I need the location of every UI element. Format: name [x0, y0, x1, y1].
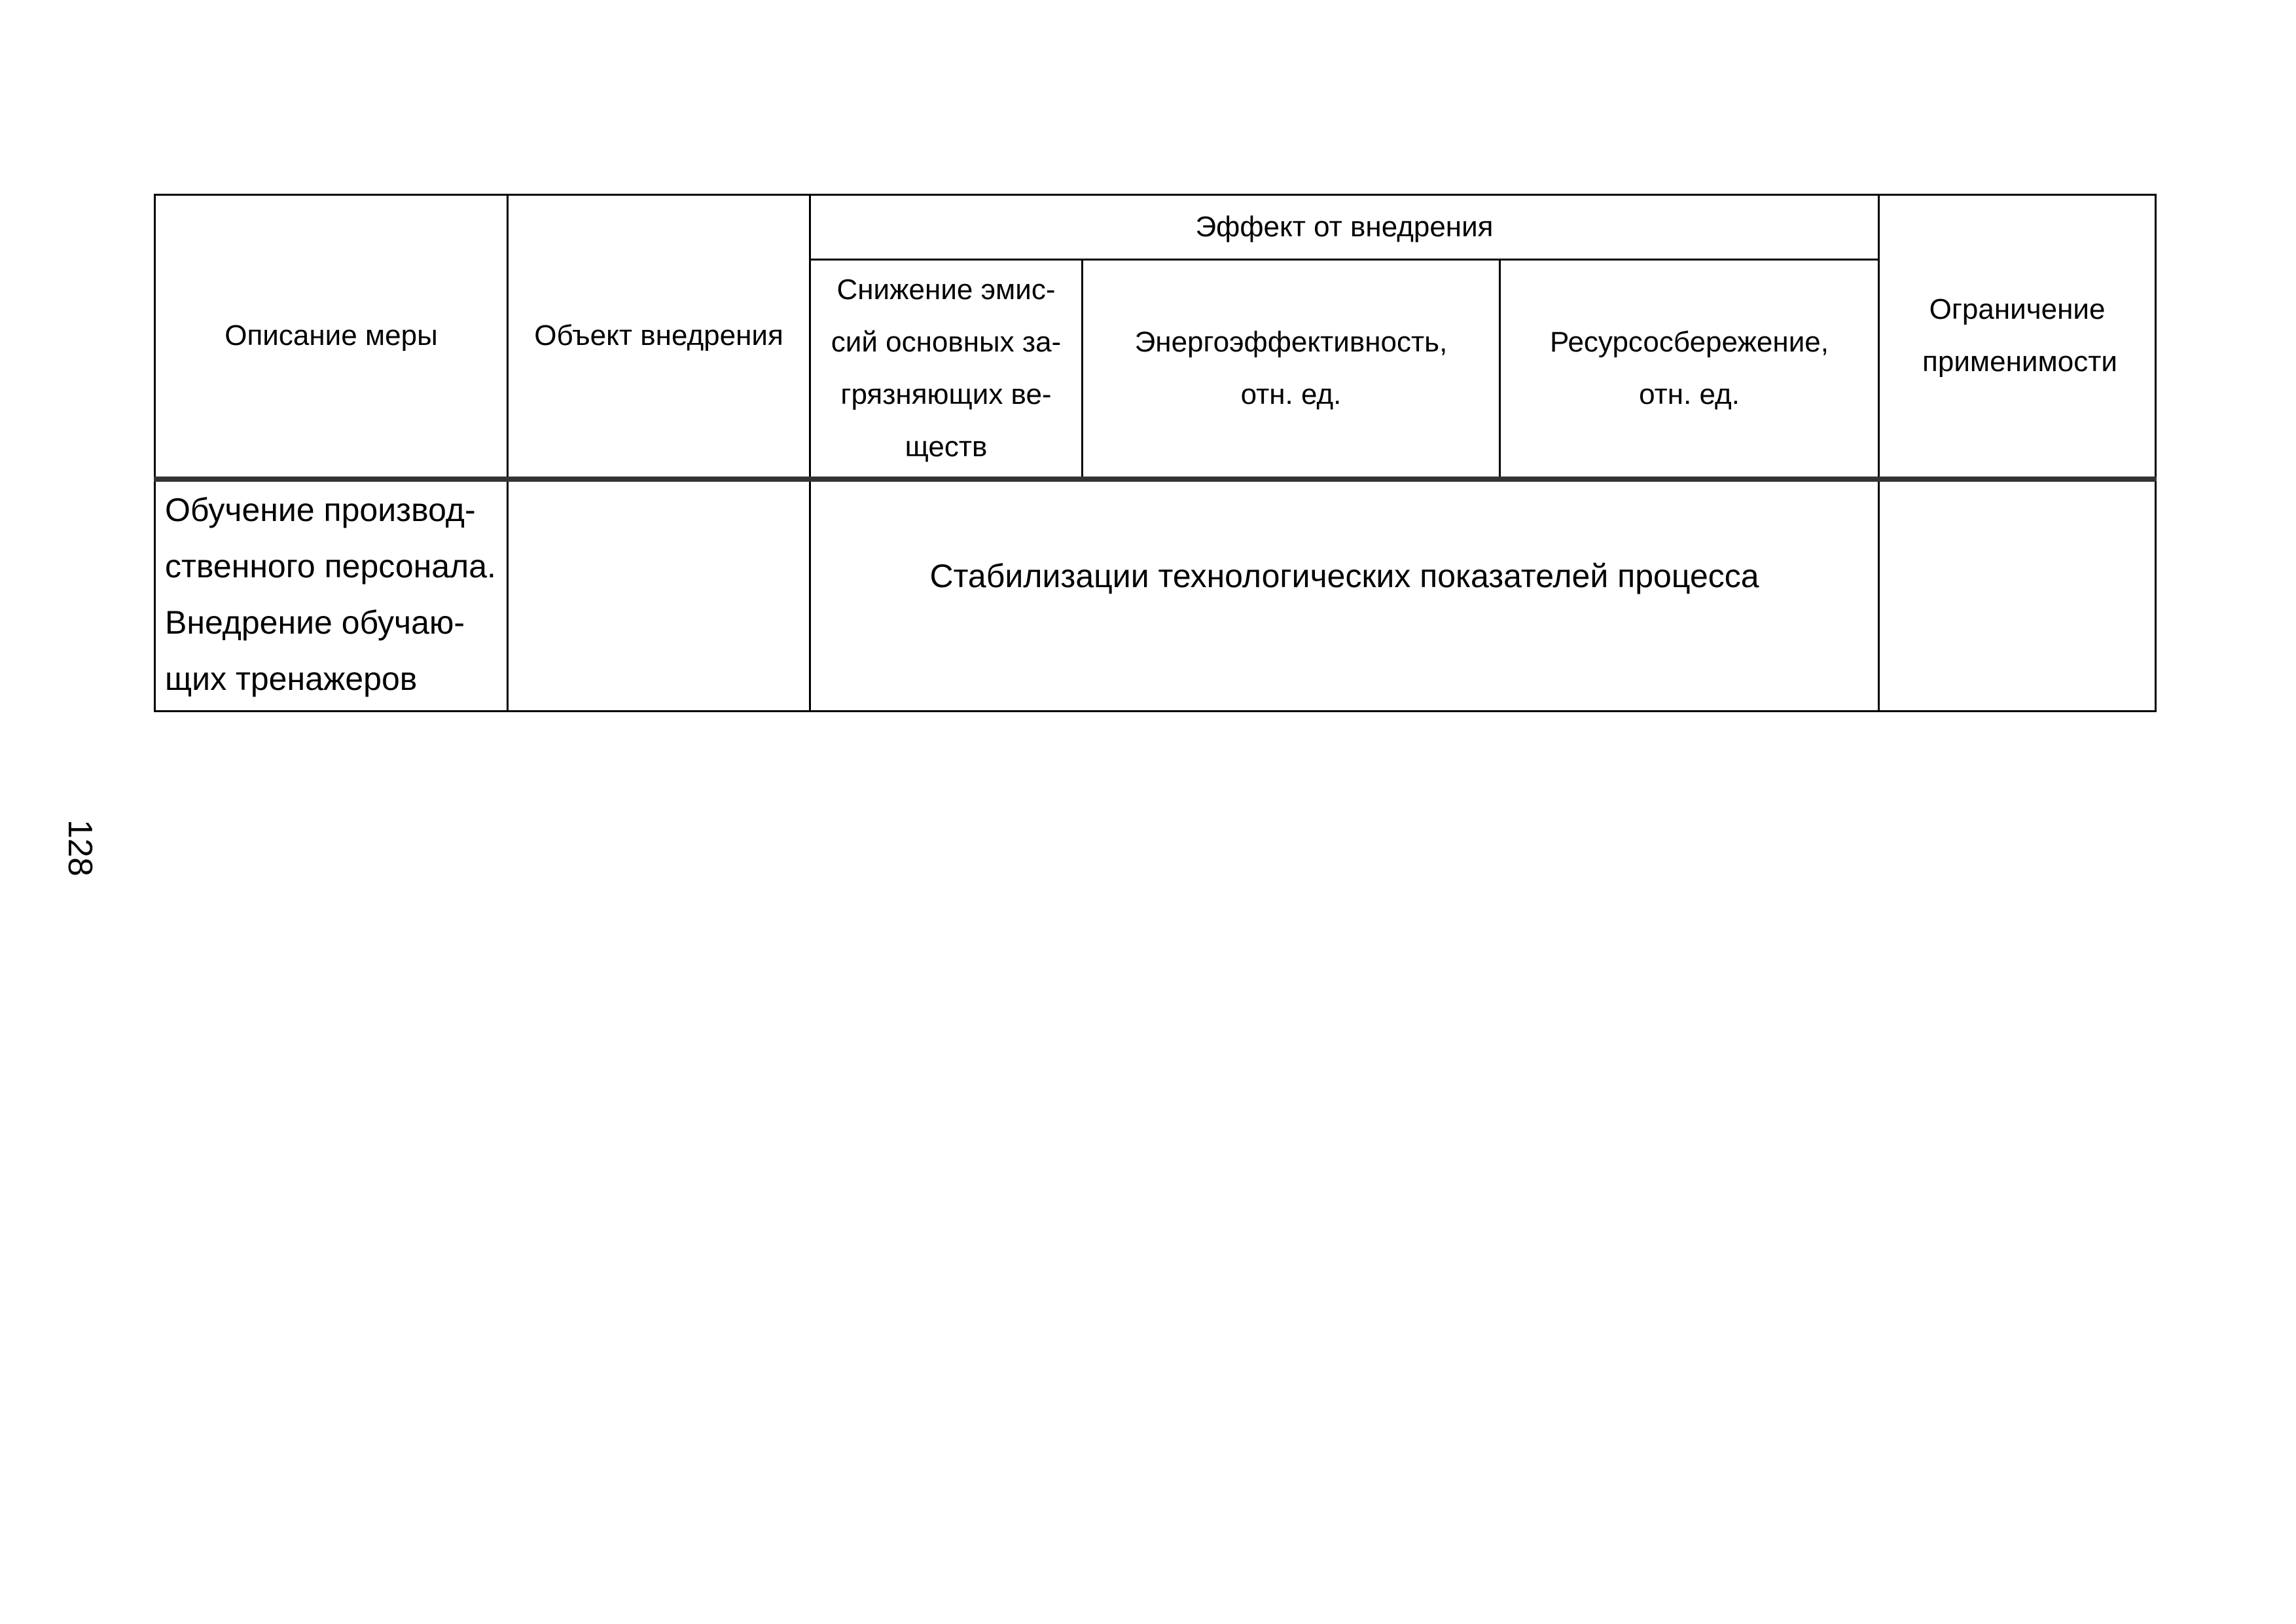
table-header-row-1	[155, 195, 2156, 260]
cell-object	[508, 479, 810, 712]
cell-description-text: Обучение производ-ственного персонала. Внедрение обучаю-щих тренажеров	[165, 491, 496, 697]
header-resource-saving-text: Ресурсосбережение, отн. ед.	[1550, 325, 1829, 410]
header-applicability-limit	[1879, 195, 2156, 479]
measures-table	[154, 194, 2157, 712]
cell-description	[155, 479, 508, 712]
header-effect-group: Эффект от внедрения	[810, 195, 1879, 260]
header-emission-reduction	[810, 260, 1083, 479]
table-row	[155, 479, 2156, 712]
cell-effect: Стабилизации технологических показателей процесса	[810, 479, 1879, 712]
header-emission-reduction-text: Снижение эмис-сий основных за-грязняющих ве-ществ	[831, 273, 1062, 463]
header-energy-efficiency-text: Энергоэффективность, отн. ед.	[1134, 325, 1448, 410]
header-energy-efficiency	[1083, 260, 1500, 479]
header-description: Описание меры	[155, 195, 508, 479]
cell-applicability-limit	[1879, 479, 2156, 712]
header-object: Объект внедрения	[508, 195, 810, 479]
page-number: 128	[61, 820, 99, 876]
header-applicability-limit-text: Ограничение применимости	[1922, 293, 2117, 378]
header-resource-saving	[1500, 260, 1879, 479]
